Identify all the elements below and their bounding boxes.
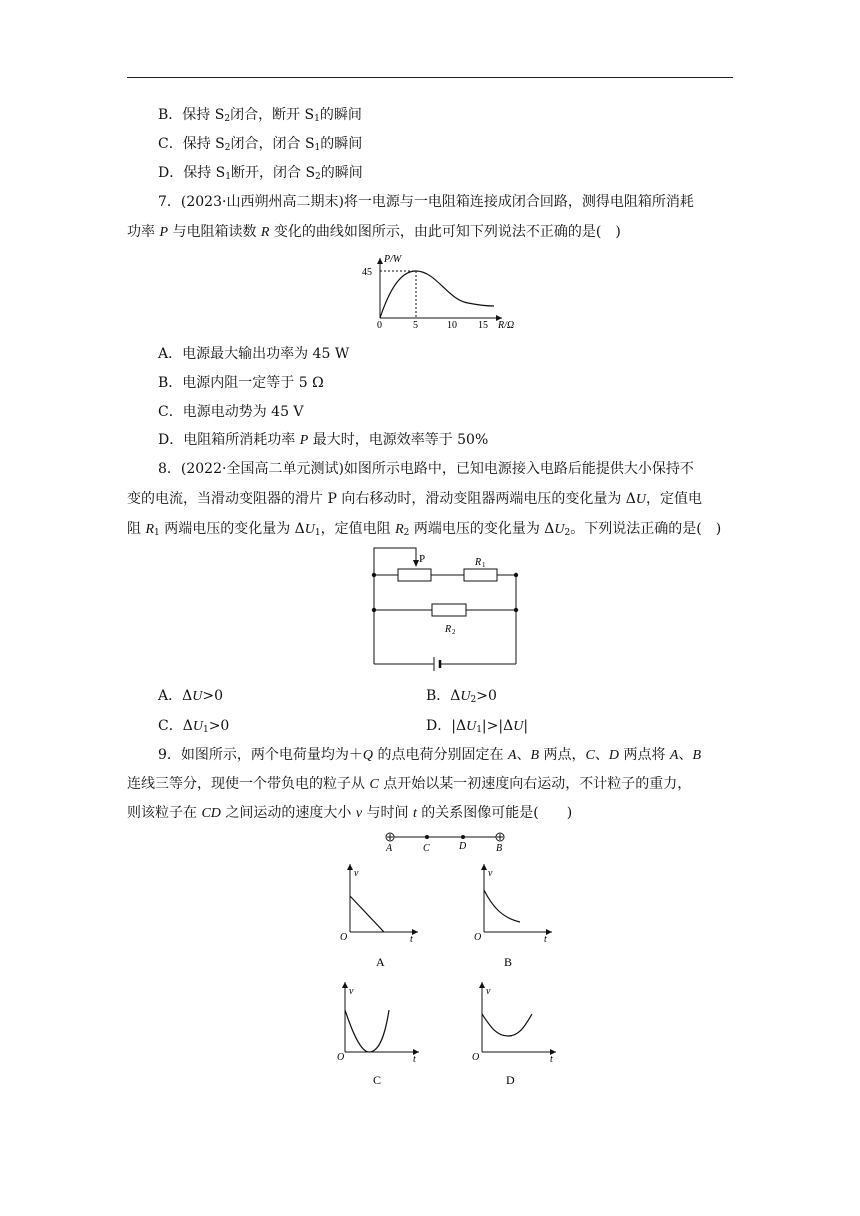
vt-graph-c bbox=[335, 980, 425, 1092]
svg-text:O: O bbox=[340, 932, 348, 943]
q8-option-b: B．$\Delta U_2>0$ bbox=[426, 688, 497, 705]
svg-text:1: 1 bbox=[482, 561, 486, 569]
q6-option-b: B．保持 $S_2$闭合，断开 $S_1$的瞬间 bbox=[158, 107, 362, 124]
vt-graph-b bbox=[472, 862, 556, 974]
q7-option-d: D．电阻箱所消耗功率 P 最大时，电源效率等于 50% bbox=[158, 432, 489, 448]
graph-x-tick-5: 5 bbox=[413, 320, 418, 331]
header-rule bbox=[127, 77, 733, 78]
q7-power-resistance-graph bbox=[360, 252, 530, 334]
vt-graph-d bbox=[470, 980, 560, 1092]
graph-x-label: R/Ω bbox=[498, 320, 515, 331]
q8-stem-line1: 8．(2022·全国高二单元测试)如图所示电路中，已知电源接入电路后能提供大小保持不 bbox=[158, 461, 694, 477]
svg-text:D: D bbox=[459, 841, 467, 852]
resistor-r2 bbox=[432, 604, 466, 616]
slider-label: P bbox=[419, 553, 426, 565]
svg-text:v: v bbox=[488, 868, 493, 879]
q7-option-b: B．电源内阻一定等于 5 Ω bbox=[158, 375, 324, 391]
graph-label-d: D bbox=[506, 1073, 515, 1087]
r1-label: R bbox=[475, 557, 482, 568]
r2-label: R bbox=[445, 624, 452, 635]
q6-option-c: C．保持 $S_2$闭合，闭合 $S_1$的瞬间 bbox=[158, 136, 363, 153]
svg-text:A: A bbox=[386, 843, 393, 854]
q8-option-c: C．$\Delta U_1>0$ bbox=[158, 718, 230, 735]
q9-stem-line3: 则该粒子在 CD 之间运动的速度大小 v 与时间 t 的关系图像可能是( ) bbox=[127, 805, 573, 821]
q7-stem-line2: 功率 P 与电阻箱读数 R 变化的曲线如图所示，由此可知下列说法不正确的是( ) bbox=[127, 224, 621, 240]
svg-text:O: O bbox=[472, 1052, 480, 1063]
svg-text:O: O bbox=[337, 1052, 345, 1063]
graph-x-tick-15: 15 bbox=[478, 320, 488, 331]
graph-y-label: P/W bbox=[384, 254, 402, 265]
vt-graph-a bbox=[338, 862, 422, 974]
q9-stem-line2: 连线三等分，现使一个带负电的粒子从 C 点开始以某一初速度向右运动，不计粒子的重力， bbox=[127, 776, 692, 792]
svg-text:v: v bbox=[486, 986, 491, 997]
svg-text:B: B bbox=[496, 843, 503, 854]
point-c bbox=[425, 835, 429, 839]
graph-x-tick-0: 0 bbox=[377, 320, 382, 331]
q8-option-d: D．$|\Delta U_1|>|\Delta U|$ bbox=[426, 718, 529, 735]
rheostat bbox=[398, 569, 431, 581]
point-d bbox=[461, 835, 465, 839]
q7-option-a: A．电源最大输出功率为 45 W bbox=[158, 346, 350, 362]
graph-label-a: A bbox=[376, 955, 385, 969]
resistor-r1 bbox=[464, 569, 497, 581]
q7-stem-line1: 7．(2023·山西朔州高二期末)将一电源与一电阻箱连接成闭合回路，测得电阻箱所消耗 bbox=[158, 194, 694, 210]
q9-stem-line1: 9．如图所示，两个电荷量均为＋Q 的点电荷分别固定在 A、B 两点，C、D 两点将 A、B bbox=[158, 747, 702, 763]
graph-x-tick-10: 10 bbox=[447, 320, 457, 331]
graph-y-tick-45: 45 bbox=[362, 267, 372, 278]
svg-text:t: t bbox=[413, 1054, 416, 1065]
q6-option-d: D．保持 $S_1$断开，闭合 $S_2$的瞬间 bbox=[158, 165, 363, 182]
svg-text:v: v bbox=[349, 986, 354, 997]
q9-charge-line bbox=[380, 830, 510, 854]
svg-text:C: C bbox=[423, 843, 430, 854]
q8-stem-line2: 变的电流，当滑动变阻器的滑片 P 向右移动时，滑动变阻器两端电压的变化量为 ΔU，定值电 bbox=[127, 491, 703, 507]
q8-stem-line3: 阻 $R_1$ 两端电压的变化量为 $\Delta U_1$，定值电阻 $R_2$ 两端电压的变化量为 $\Delta U_2$。下列说法正确的是( ) bbox=[127, 521, 722, 538]
graph-label-b: B bbox=[504, 955, 513, 969]
svg-text:t: t bbox=[550, 1054, 553, 1065]
svg-text:t: t bbox=[410, 934, 413, 945]
graph-label-c: C bbox=[373, 1073, 382, 1087]
q7-option-c: C．电源电动势为 45 V bbox=[158, 404, 304, 420]
svg-text:v: v bbox=[354, 868, 359, 879]
q8-option-a: A．ΔU>0 bbox=[158, 688, 223, 704]
svg-text:2: 2 bbox=[452, 628, 456, 636]
svg-text:O: O bbox=[474, 932, 482, 943]
svg-text:t: t bbox=[544, 934, 547, 945]
q8-circuit-diagram bbox=[368, 545, 523, 670]
